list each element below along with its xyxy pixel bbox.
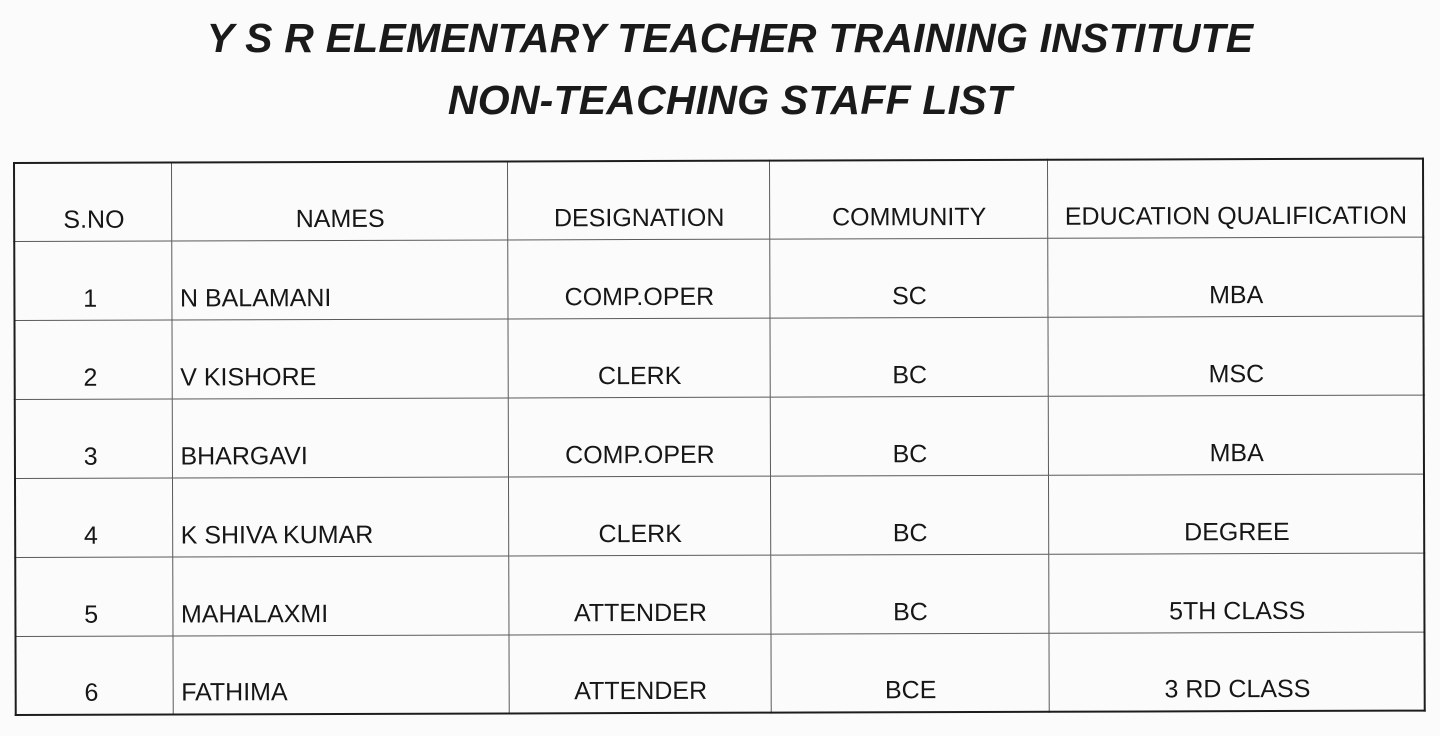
column-header-designation: DESIGNATION	[507, 161, 769, 240]
cell-qualification: MSC	[1047, 316, 1423, 396]
cell-community: SC	[769, 238, 1047, 318]
column-header-education-qualification: EDUCATION QUALIFICATION	[1047, 159, 1423, 238]
table-row	[15, 632, 1424, 715]
table-row	[14, 316, 1423, 399]
cell-name: V KISHORE	[171, 318, 507, 398]
cell-designation: CLERK	[508, 476, 770, 556]
column-header-community: COMMUNITY	[769, 160, 1047, 239]
institute-title: Y S R ELEMENTARY TEACHER TRAINING INSTITUTE	[206, 15, 1254, 61]
cell-sno: 6	[15, 636, 172, 715]
cell-sno: 5	[15, 557, 172, 636]
cell-name: FATHIMA	[172, 634, 508, 714]
cell-sno: 4	[15, 478, 172, 557]
cell-community: BCE	[770, 633, 1048, 713]
cell-qualification: 3 RD CLASS	[1048, 632, 1424, 712]
cell-qualification: 5TH CLASS	[1048, 553, 1424, 633]
staff-table	[13, 158, 1426, 716]
table-row	[14, 237, 1423, 320]
cell-designation: COMP.OPER	[507, 239, 769, 319]
cell-qualification: MBA	[1047, 237, 1423, 317]
column-header-sno: S.NO	[14, 163, 171, 241]
cell-sno: 1	[14, 241, 171, 320]
cell-community: BC	[769, 317, 1047, 397]
cell-designation: COMP.OPER	[508, 397, 770, 477]
cell-name: K SHIVA KUMAR	[172, 476, 508, 556]
cell-sno: 3	[15, 399, 172, 478]
cell-designation: CLERK	[507, 318, 769, 398]
table-row	[15, 553, 1424, 636]
cell-name: MAHALAXMI	[172, 555, 508, 635]
cell-sno: 2	[14, 320, 171, 399]
cell-community: BC	[770, 396, 1048, 476]
cell-name: N BALAMANI	[171, 239, 507, 319]
staff-table-container	[13, 158, 1426, 716]
cell-name: BHARGAVI	[172, 397, 508, 477]
table-header-row	[14, 159, 1423, 241]
table-row	[15, 474, 1424, 557]
cell-qualification: MBA	[1048, 395, 1424, 475]
list-title: NON-TEACHING STAFF LIST	[447, 77, 1013, 123]
column-header-names: NAMES	[171, 161, 507, 240]
cell-designation: ATTENDER	[508, 634, 770, 714]
cell-community: BC	[770, 475, 1048, 555]
cell-designation: ATTENDER	[508, 555, 770, 635]
table-row	[15, 395, 1424, 478]
cell-qualification: DEGREE	[1048, 474, 1424, 554]
cell-community: BC	[770, 554, 1048, 634]
